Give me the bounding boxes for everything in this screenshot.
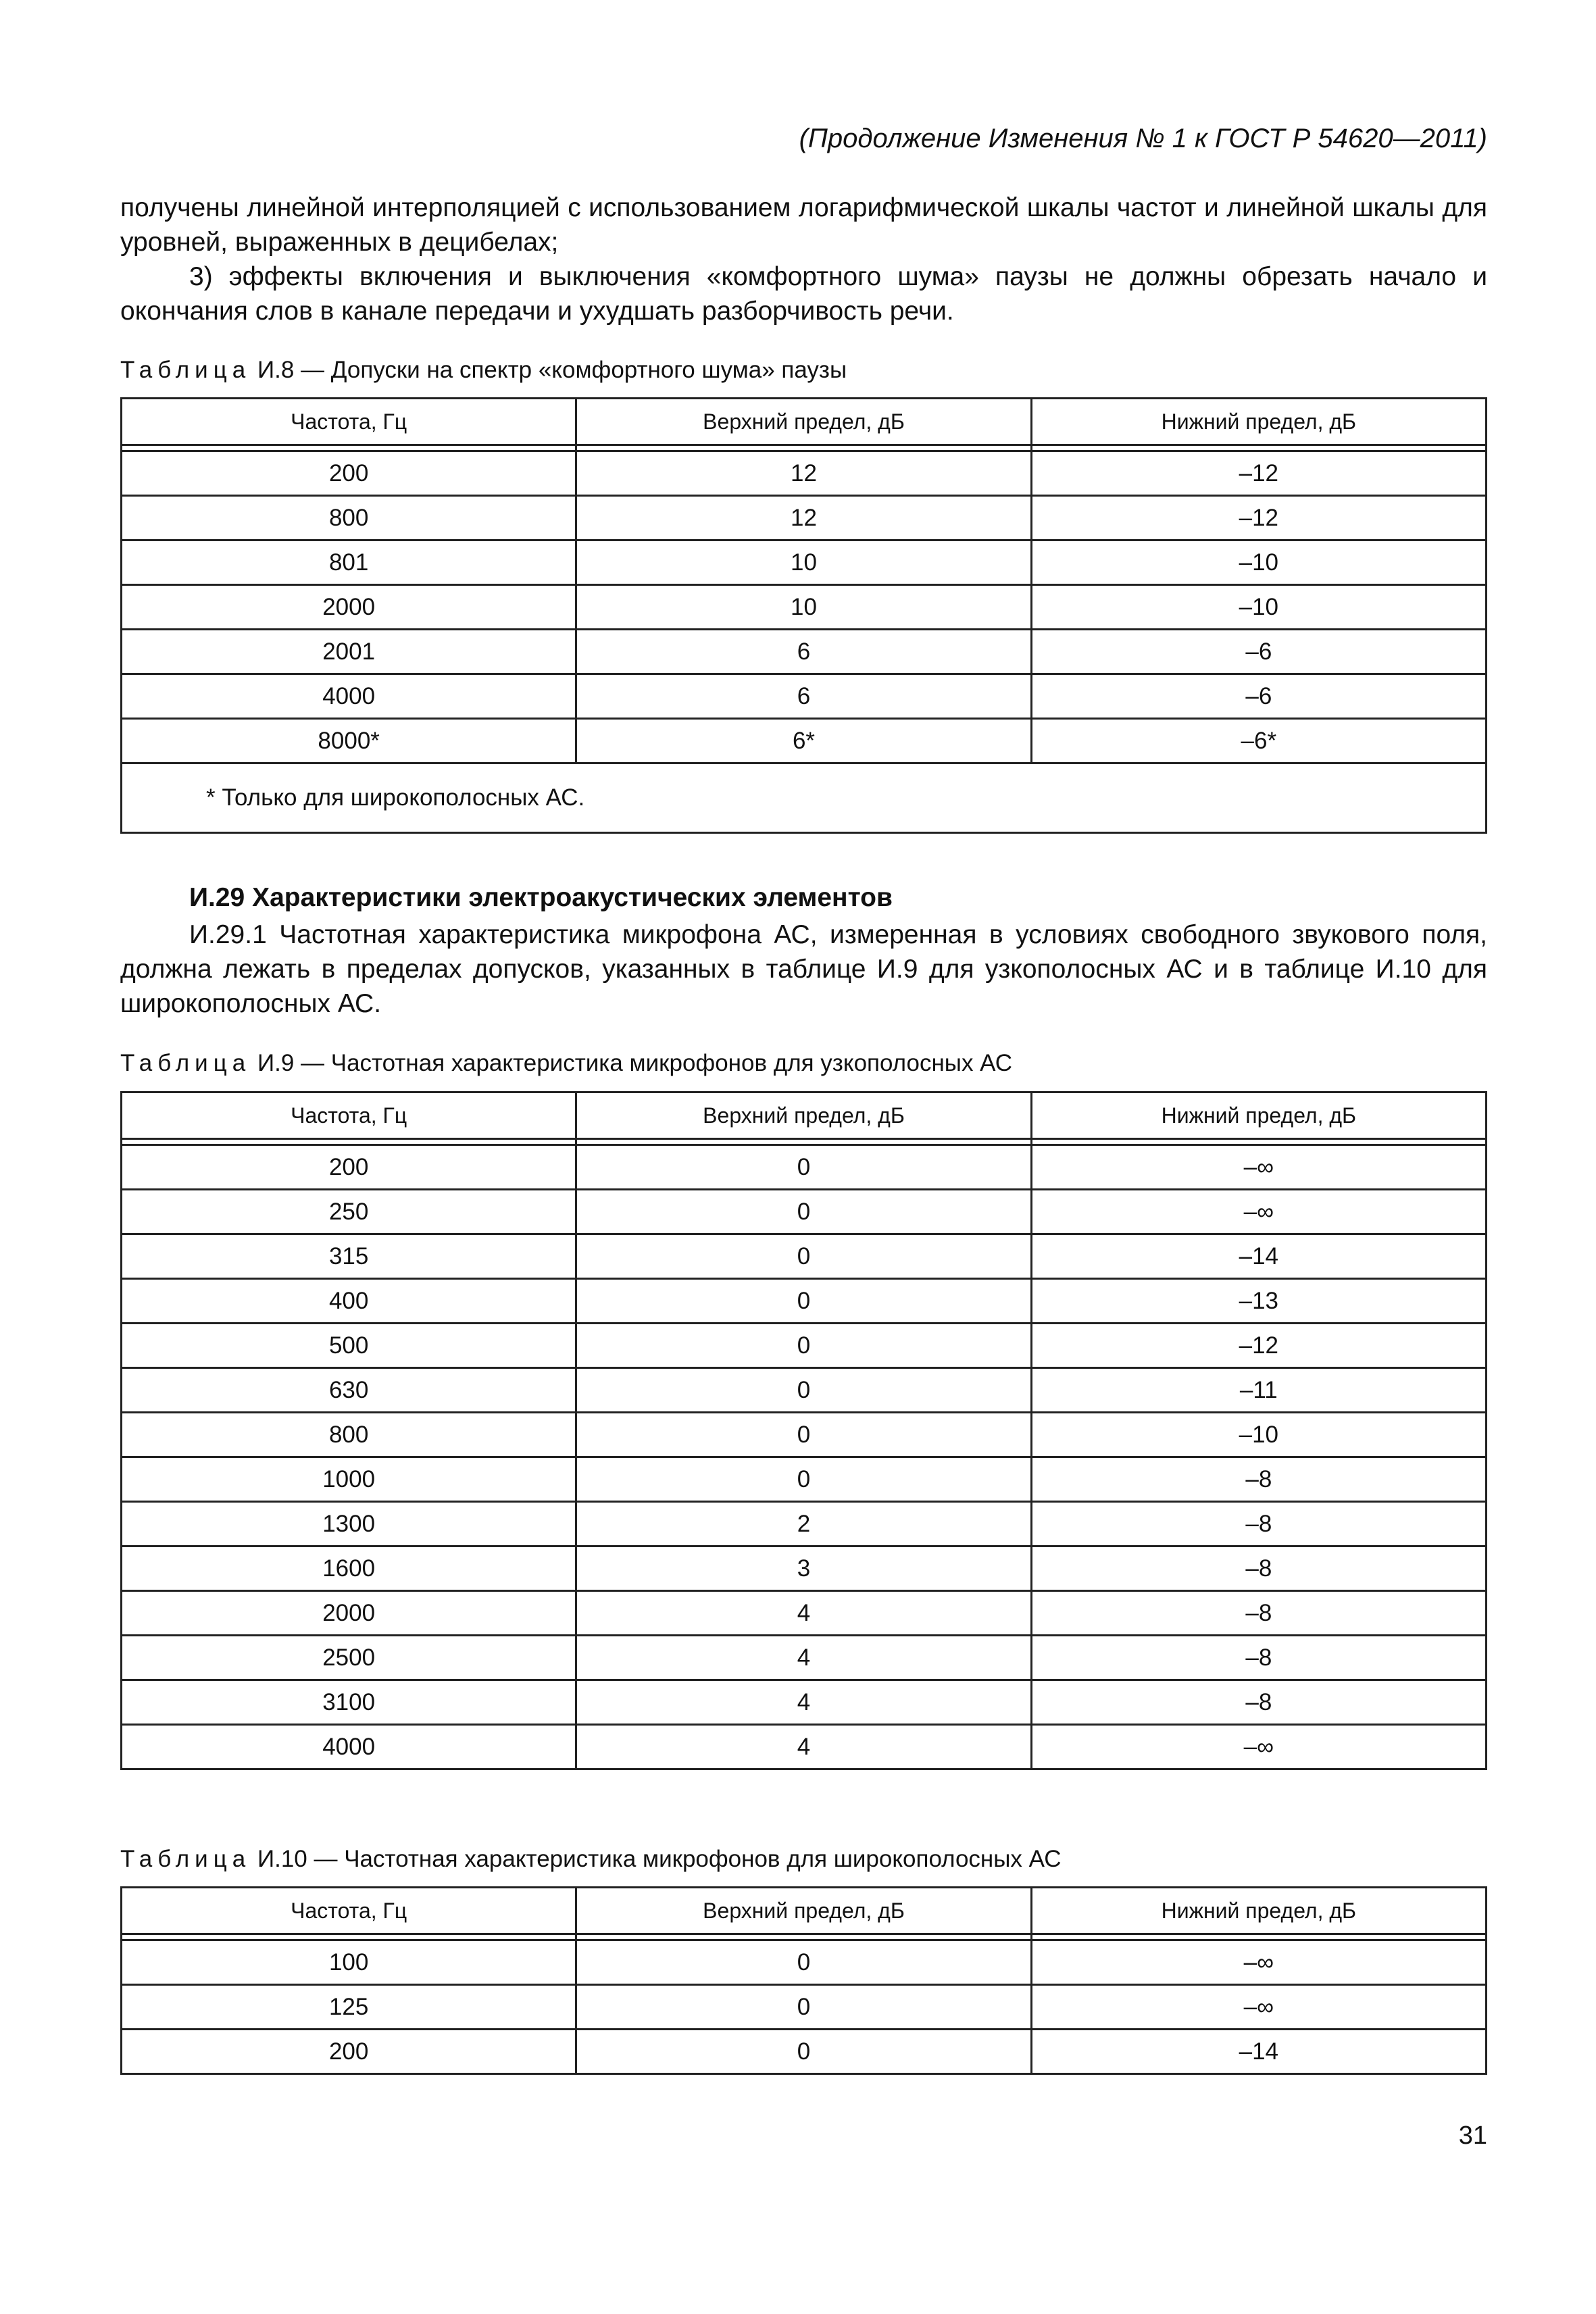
table-row [122,719,1487,763]
header-frequency: Частота, Гц [122,399,576,445]
cell-frequency: 2000 [122,585,576,630]
separator-cell [1031,1934,1486,1940]
table-footnote: * Только для широкополосных АС. [122,763,1487,833]
table-row [122,1234,1487,1279]
cell-upper-limit: 6 [576,630,1031,674]
cell-frequency: 2500 [122,1636,576,1680]
cell-lower-limit: –10 [1031,1413,1486,1457]
cell-frequency: 2000 [122,1591,576,1636]
cell-upper-limit: 12 [576,496,1031,540]
cell-frequency: 800 [122,1413,576,1457]
cell-lower-limit: –12 [1031,1324,1486,1368]
cell-upper-limit: 6* [576,719,1031,763]
table-row [122,1324,1487,1368]
cell-frequency: 800 [122,496,576,540]
cell-frequency: 801 [122,540,576,585]
cell-lower-limit: –12 [1031,451,1486,496]
cell-frequency: 3100 [122,1680,576,1725]
table-row [122,1502,1487,1546]
separator-cell [576,445,1031,451]
separator-cell [122,445,576,451]
cell-upper-limit: 6 [576,674,1031,719]
cell-upper-limit: 0 [576,2030,1031,2074]
separator-cell [576,1139,1031,1145]
cell-lower-limit: –14 [1031,2030,1486,2074]
intro-paragraph: получены линейной интерполяцией с использованием логарифмической шкалы частот и линейной шкалы для уровней, выраженных в децибелах; [120,193,1487,257]
table-header-row [122,1092,1487,1139]
cell-lower-limit: –8 [1031,1636,1486,1680]
caption-label: Таблица [120,357,251,383]
table-row [122,1546,1487,1591]
table-row [122,1680,1487,1725]
cell-lower-limit: –8 [1031,1680,1486,1725]
cell-lower-limit: –13 [1031,1279,1486,1324]
cell-upper-limit: 4 [576,1725,1031,1769]
table-row [122,1591,1487,1636]
table-row [122,2030,1487,2074]
section-heading: И.29 Характеристики электроакустических элементов [189,883,893,912]
cell-frequency: 8000* [122,719,576,763]
table-row [122,585,1487,630]
cell-frequency: 1600 [122,1546,576,1591]
caption-text: И.10 — Частотная характеристика микрофонов для широкополосных АС [251,1846,1062,1872]
separator-cell [1031,445,1486,451]
table-10-caption [120,1846,1062,1873]
cell-lower-limit: –10 [1031,540,1486,585]
cell-upper-limit: 0 [576,1145,1031,1190]
cell-upper-limit: 0 [576,1457,1031,1502]
cell-upper-limit: 0 [576,1985,1031,2030]
caption-text: И.9 — Частотная характеристика микрофонов для узкополосных АС [251,1050,1013,1076]
cell-lower-limit: –8 [1031,1502,1486,1546]
item-3-paragraph: 3) эффекты включения и выключения «комфортного шума» паузы не должны обрезать начало и окончания слов в канале передачи и ухудшать разборчивость речи. [120,262,1487,326]
cell-upper-limit: 10 [576,540,1031,585]
cell-upper-limit: 0 [576,1940,1031,1985]
table-row [122,540,1487,585]
cell-frequency: 315 [122,1234,576,1279]
cell-frequency: 200 [122,2030,576,2074]
table-row [122,1413,1487,1457]
cell-upper-limit: 0 [576,1368,1031,1413]
table-8 [120,397,1487,834]
cell-frequency: 125 [122,1985,576,2030]
header-frequency: Частота, Гц [122,1888,576,1934]
caption-label: Таблица [120,1050,251,1076]
cell-lower-limit: –8 [1031,1591,1486,1636]
cell-upper-limit: 2 [576,1502,1031,1546]
table-note-row [122,763,1487,833]
cell-lower-limit: –8 [1031,1457,1486,1502]
table-row [122,1368,1487,1413]
caption-label: Таблица [120,1846,251,1872]
table-row [122,1985,1487,2030]
cell-lower-limit: –∞ [1031,1985,1486,2030]
cell-frequency: 2001 [122,630,576,674]
cell-upper-limit: 0 [576,1234,1031,1279]
header-lower-limit: Нижний предел, дБ [1031,399,1486,445]
table-8-caption [120,357,847,384]
cell-lower-limit: –11 [1031,1368,1486,1413]
cell-upper-limit: 0 [576,1190,1031,1234]
table-row [122,496,1487,540]
cell-frequency: 250 [122,1190,576,1234]
table-row [122,1190,1487,1234]
cell-frequency: 200 [122,1145,576,1190]
table-row [122,1457,1487,1502]
table-row [122,1145,1487,1190]
running-header: (Продолжение Изменения № 1 к ГОСТ Р 54620—2011) [799,124,1487,153]
cell-lower-limit: –∞ [1031,1145,1486,1190]
cell-frequency: 100 [122,1940,576,1985]
table-header-row [122,1888,1487,1934]
table-row [122,1279,1487,1324]
table-10 [120,1886,1487,2075]
cell-lower-limit: –6 [1031,674,1486,719]
cell-frequency: 4000 [122,674,576,719]
header-upper-limit: Верхний предел, дБ [576,1888,1031,1934]
cell-lower-limit: –8 [1031,1546,1486,1591]
separator-cell [122,1934,576,1940]
header-frequency: Частота, Гц [122,1092,576,1139]
table-9 [120,1091,1487,1770]
header-separator [122,445,1487,451]
cell-frequency: 500 [122,1324,576,1368]
cell-frequency: 1300 [122,1502,576,1546]
caption-text: И.8 — Допуски на спектр «комфортного шума» паузы [251,357,847,383]
cell-frequency: 1000 [122,1457,576,1502]
table-row [122,1940,1487,1985]
header-lower-limit: Нижний предел, дБ [1031,1888,1486,1934]
table-row [122,674,1487,719]
cell-upper-limit: 10 [576,585,1031,630]
cell-upper-limit: 4 [576,1680,1031,1725]
cell-frequency: 630 [122,1368,576,1413]
header-separator [122,1934,1487,1940]
cell-lower-limit: –12 [1031,496,1486,540]
cell-lower-limit: –∞ [1031,1725,1486,1769]
cell-upper-limit: 12 [576,451,1031,496]
cell-lower-limit: –6 [1031,630,1486,674]
cell-frequency: 400 [122,1279,576,1324]
header-separator [122,1139,1487,1145]
section-paragraph: И.29.1 Частотная характеристика микрофона АС, измеренная в условиях свободного звукового поля, должна лежать в пределах допусков, указанных в таблице И.9 для узкополосных АС и в таблице И.10 для широкополосных АС. [120,920,1487,1018]
cell-lower-limit: –14 [1031,1234,1486,1279]
separator-cell [1031,1139,1486,1145]
header-upper-limit: Верхний предел, дБ [576,399,1031,445]
cell-upper-limit: 0 [576,1413,1031,1457]
cell-upper-limit: 0 [576,1279,1031,1324]
table-header-row [122,399,1487,445]
cell-frequency: 4000 [122,1725,576,1769]
cell-frequency: 200 [122,451,576,496]
table-9-caption [120,1050,1012,1077]
header-upper-limit: Верхний предел, дБ [576,1092,1031,1139]
table-row [122,1636,1487,1680]
cell-upper-limit: 3 [576,1546,1031,1591]
cell-upper-limit: 4 [576,1636,1031,1680]
separator-cell [576,1934,1031,1940]
cell-upper-limit: 4 [576,1591,1031,1636]
cell-upper-limit: 0 [576,1324,1031,1368]
cell-lower-limit: –10 [1031,585,1486,630]
header-lower-limit: Нижний предел, дБ [1031,1092,1486,1139]
cell-lower-limit: –6* [1031,719,1486,763]
table-row [122,451,1487,496]
page-number: 31 [1458,2121,1487,2150]
cell-lower-limit: –∞ [1031,1940,1486,1985]
cell-lower-limit: –∞ [1031,1190,1486,1234]
table-row [122,630,1487,674]
separator-cell [122,1139,576,1145]
table-row [122,1725,1487,1769]
